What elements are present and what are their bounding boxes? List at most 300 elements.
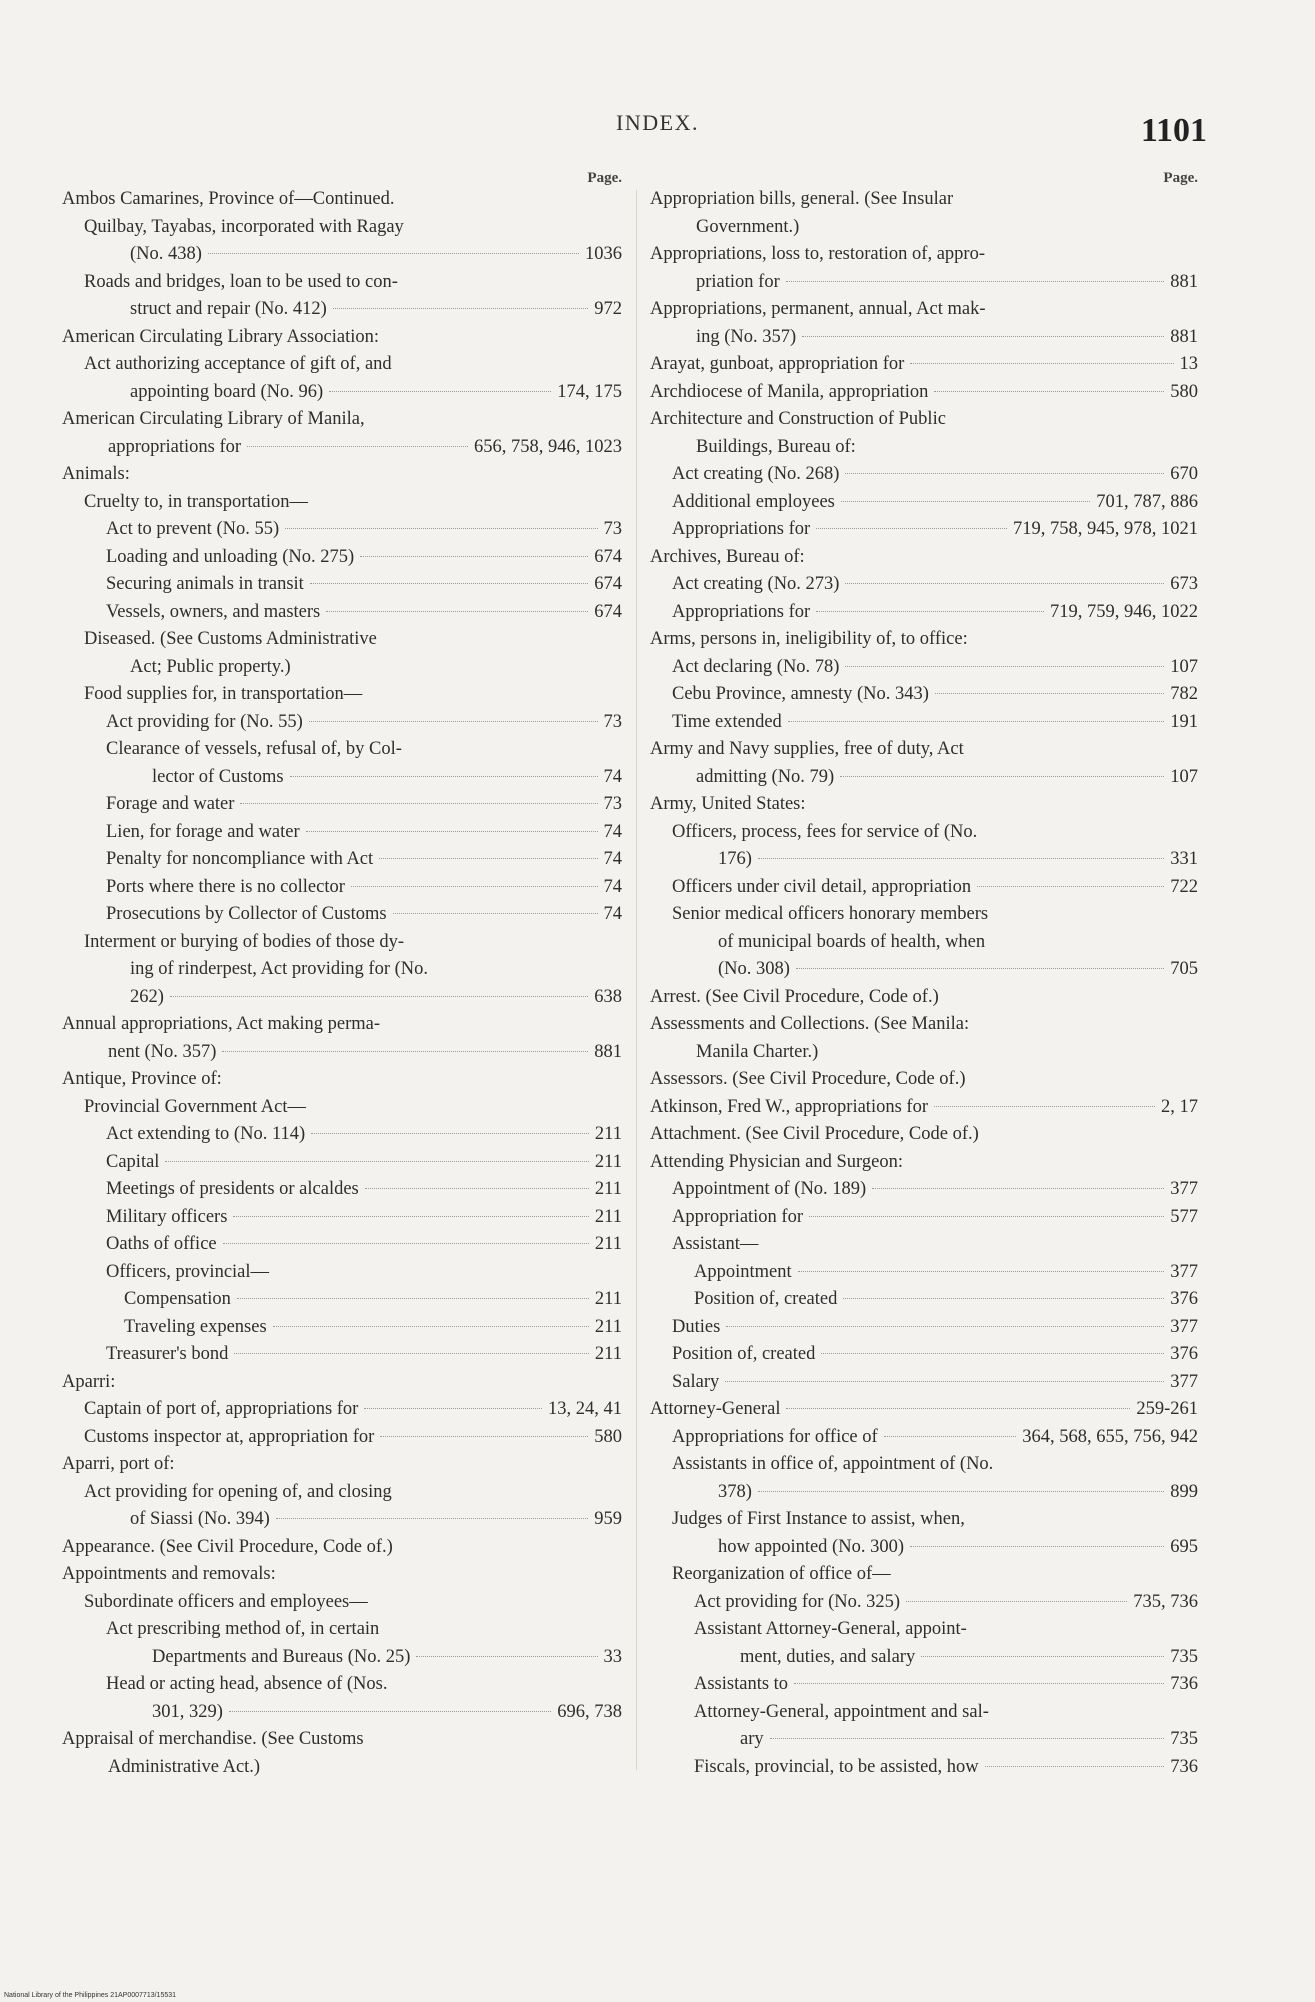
entry-text: Vessels, owners, and masters: [106, 601, 321, 622]
entry-text: Animals:: [62, 464, 130, 484]
entry-text: Head or acting head, absence of (Nos.: [106, 1674, 388, 1694]
entry-line: [62, 1726, 622, 1754]
entry-line: [62, 1424, 622, 1452]
entry-line: [62, 819, 622, 847]
page-column-label: Page.: [1163, 170, 1198, 186]
entry-text: Time extended: [672, 711, 782, 732]
entry-text: appropriations for: [108, 436, 242, 457]
entry-text: Assessments and Collections. (See Manila:: [650, 1014, 970, 1034]
entry-line: [62, 1699, 622, 1727]
entry-text: Aparri, port of:: [62, 1454, 175, 1474]
entry-line: [62, 791, 622, 819]
index-entry: [62, 1479, 622, 1534]
index-entry: [650, 874, 1198, 902]
index-entry: [62, 736, 622, 791]
dot-leader: [170, 996, 588, 997]
entry-text: Architecture and Construction of Public: [650, 409, 946, 429]
dot-leader: [786, 1408, 1130, 1409]
entry-page-ref: 211: [594, 1179, 622, 1199]
entry-line: [62, 461, 622, 489]
entry-text: Fiscals, provincial, to be assisted, how: [694, 1756, 979, 1777]
entry-text: Food supplies for, in transportation—: [84, 684, 363, 704]
entry-line: [650, 846, 1198, 874]
entry-text: 378): [718, 1481, 752, 1502]
entry-line: [62, 1589, 622, 1617]
entry-text: Archives, Bureau of:: [650, 546, 805, 567]
dot-leader: [725, 1381, 1164, 1382]
entry-text: Senior medical officers honorary members: [672, 904, 989, 924]
entry-line: [62, 269, 622, 297]
entry-line: [650, 214, 1198, 242]
entry-page-ref: 33: [603, 1646, 622, 1667]
index-entry: [62, 1534, 622, 1562]
entry-line: [62, 1396, 622, 1424]
entry-line: [650, 819, 1198, 847]
entry-page-ref: 696, 738: [557, 1701, 622, 1722]
entry-line: [62, 1534, 622, 1562]
entry-line: [650, 1204, 1198, 1232]
entry-text: Attorney-General, appointment and sal-: [694, 1701, 989, 1722]
entry-line: [62, 681, 622, 709]
index-entry: [62, 1149, 622, 1177]
left-column: [62, 170, 622, 1781]
dot-leader: [333, 308, 588, 309]
entry-text: Meetings of presidents or alcaldes: [106, 1179, 359, 1199]
index-entry: [62, 874, 622, 902]
entry-line: [62, 571, 622, 599]
entry-page-ref: 736: [1170, 1756, 1198, 1777]
index-entry: [62, 544, 622, 572]
entry-line: [62, 1341, 622, 1369]
entry-line: [650, 1424, 1198, 1452]
entry-text: Roads and bridges, loan to be used to con-: [84, 271, 398, 292]
entry-text: nent (No. 357): [108, 1041, 217, 1062]
dot-leader: [910, 1546, 1164, 1547]
entry-text: Appointment of (No. 189): [672, 1179, 867, 1199]
entry-page-ref: 74: [603, 821, 622, 842]
entry-text: Appropriations, loss to, restoration of, appro-: [650, 244, 985, 264]
index-entry: [62, 406, 622, 461]
entry-line: [650, 1534, 1198, 1562]
entry-text: Manila Charter.): [696, 1041, 819, 1062]
dot-leader: [290, 776, 598, 777]
index-entry: [650, 544, 1198, 572]
index-entry: [62, 1589, 622, 1617]
entry-text: Military officers: [106, 1206, 228, 1227]
entry-line: [62, 901, 622, 929]
dot-leader: [906, 1601, 1127, 1602]
entry-page-ref: 74: [603, 904, 622, 924]
entry-line: [62, 736, 622, 764]
index-entry: [650, 1011, 1198, 1066]
entry-line: [62, 186, 622, 214]
dot-leader: [726, 1326, 1164, 1327]
index-entry: [650, 516, 1198, 544]
entry-line: [62, 1066, 622, 1094]
index-entry: [62, 571, 622, 599]
entry-page-ref: 736: [1170, 1674, 1198, 1694]
dot-leader: [306, 831, 598, 832]
index-entry: [650, 1671, 1198, 1699]
index-entry: [650, 1424, 1198, 1452]
dot-leader: [872, 1188, 1164, 1189]
entry-line: [62, 1561, 622, 1589]
index-entry: [650, 1616, 1198, 1671]
entry-page-ref: 959: [594, 1509, 622, 1529]
entry-text: Loading and unloading (No. 275): [106, 546, 355, 567]
entry-text: Appropriations for: [672, 519, 811, 539]
entry-text: of municipal boards of health, when: [718, 931, 986, 952]
entry-text: Government.): [696, 216, 800, 237]
dot-leader: [935, 693, 1164, 694]
entry-line: [650, 599, 1198, 627]
entry-text: Cruelty to, in transportation—: [84, 491, 309, 512]
entry-line: [62, 379, 622, 407]
entry-line: [650, 1011, 1198, 1039]
entry-page-ref: 1036: [585, 244, 622, 264]
entry-text: Army and Navy supplies, free of duty, Act: [650, 739, 964, 759]
entry-text: Assistant Attorney-General, appoint-: [694, 1619, 967, 1639]
dot-leader: [273, 1326, 589, 1327]
entry-text: American Circulating Library Association:: [62, 326, 379, 347]
index-entry: [62, 1066, 622, 1094]
dot-leader: [798, 1271, 1165, 1272]
dot-leader: [310, 583, 588, 584]
entry-line: [62, 874, 622, 902]
index-entry: [62, 1396, 622, 1424]
entry-page-ref: 580: [1170, 381, 1198, 402]
entry-page-ref: 782: [1170, 684, 1198, 704]
entry-page-ref: 331: [1170, 849, 1198, 869]
entry-line: [650, 1451, 1198, 1479]
index-entry: [650, 626, 1198, 654]
entry-page-ref: 881: [1170, 326, 1198, 347]
entry-line: [650, 1396, 1198, 1424]
entry-line: [650, 1479, 1198, 1507]
entry-text: Officers, process, fees for service of (No.: [672, 821, 978, 842]
entry-text: Archdiocese of Manila, appropriation: [650, 381, 929, 402]
entry-page-ref: 74: [603, 766, 622, 787]
entry-line: [650, 1561, 1198, 1589]
entry-line: [650, 1616, 1198, 1644]
dot-leader: [843, 1298, 1164, 1299]
entry-text: Act to prevent (No. 55): [106, 519, 280, 539]
dot-leader: [796, 968, 1164, 969]
dot-leader: [840, 776, 1164, 777]
dot-leader: [884, 1436, 1017, 1437]
entry-line: [650, 1094, 1198, 1122]
entry-line: [650, 516, 1198, 544]
entry-page-ref: 13, 24, 41: [548, 1399, 622, 1419]
index-entry: [650, 186, 1198, 241]
entry-line: [62, 1369, 622, 1397]
entry-line: [62, 764, 622, 792]
index-entries: [650, 186, 1198, 1781]
entry-text: American Circulating Library of Manila,: [62, 409, 365, 429]
entry-text: Antique, Province of:: [62, 1069, 222, 1089]
entry-page-ref: 211: [594, 1124, 622, 1144]
entry-text: Prosecutions by Collector of Customs: [106, 904, 387, 924]
entry-text: Position of, created: [672, 1344, 816, 1364]
entry-text: Officers, provincial—: [106, 1261, 270, 1282]
entry-text: (No. 308): [718, 959, 790, 979]
entry-text: Judges of First Instance to assist, when,: [672, 1509, 965, 1529]
entry-page-ref: 73: [603, 519, 622, 539]
entry-page-ref: 735: [1170, 1646, 1198, 1667]
entry-line: [650, 874, 1198, 902]
entry-text: Captain of port of, appropriations for: [84, 1399, 359, 1419]
entry-text: Act declaring (No. 78): [672, 656, 840, 677]
entry-text: struct and repair (No. 412): [130, 299, 327, 319]
index-entry: [62, 516, 622, 544]
entry-page-ref: 74: [603, 876, 622, 897]
entry-text: Aparri:: [62, 1371, 116, 1392]
index-entry: [62, 1314, 622, 1342]
entry-page-ref: 674: [594, 574, 622, 594]
entry-text: Officers under civil detail, appropriation: [672, 876, 972, 897]
entry-text: Appropriation bills, general. (See Insular: [650, 189, 954, 209]
dot-leader: [845, 666, 1164, 667]
entry-text: Appropriations for office of: [672, 1426, 878, 1447]
entry-text: appointing board (No. 96): [130, 381, 324, 402]
entry-page-ref: 211: [594, 1316, 622, 1337]
dot-leader: [285, 528, 597, 529]
entry-line: [62, 1259, 622, 1287]
entry-text: Oaths of office: [106, 1234, 217, 1254]
index-entry: [62, 846, 622, 874]
entry-line: [62, 626, 622, 654]
entry-page-ref: 719, 758, 945, 978, 1021: [1013, 519, 1198, 539]
entry-page-ref: 73: [603, 711, 622, 732]
page-column-label: Page.: [587, 170, 622, 186]
entry-line: [62, 1011, 622, 1039]
entry-text: Administrative Act.): [108, 1756, 261, 1777]
entry-line: [62, 434, 622, 462]
entry-text: 262): [130, 986, 164, 1007]
entry-text: Appointments and removals:: [62, 1564, 276, 1584]
entry-page-ref: 695: [1170, 1536, 1198, 1557]
dot-leader: [240, 803, 597, 804]
index-entry: [650, 1066, 1198, 1094]
entry-line: [62, 709, 622, 737]
index-entry: [650, 296, 1198, 351]
entry-line: [650, 1259, 1198, 1287]
dot-leader: [816, 611, 1044, 612]
entry-line: [650, 269, 1198, 297]
entry-text: Appropriation for: [672, 1206, 804, 1227]
entry-text: Capital: [106, 1151, 160, 1172]
dot-leader: [910, 363, 1173, 364]
index-entry: [650, 1699, 1198, 1754]
entry-page-ref: 364, 568, 655, 756, 942: [1022, 1426, 1198, 1447]
entry-page-ref: 13: [1179, 354, 1198, 374]
entry-line: [62, 1451, 622, 1479]
entry-text: Annual appropriations, Act making perma-: [62, 1014, 381, 1034]
page-number: 1101: [1140, 112, 1207, 149]
entry-text: Additional employees: [672, 491, 835, 512]
dot-leader: [365, 1188, 589, 1189]
dot-leader: [758, 1491, 1164, 1492]
entry-line: [650, 764, 1198, 792]
entry-line: [62, 984, 622, 1012]
dot-leader: [247, 446, 468, 447]
dot-leader: [309, 721, 598, 722]
entry-line: [650, 489, 1198, 517]
entry-text: of Siassi (No. 394): [130, 1509, 270, 1529]
dot-leader: [364, 1408, 542, 1409]
entry-line: [62, 1616, 622, 1644]
entry-line: [650, 1589, 1198, 1617]
entry-line: [650, 791, 1198, 819]
dot-leader: [821, 1353, 1164, 1354]
entry-text: Departments and Bureaus (No. 25): [152, 1646, 411, 1667]
entry-page-ref: 211: [594, 1206, 622, 1227]
index-entry: [62, 1259, 622, 1287]
entry-text: Appointment: [694, 1261, 792, 1282]
entry-text: Act providing for (No. 55): [106, 711, 303, 732]
entry-line: [62, 1479, 622, 1507]
entry-line: [62, 599, 622, 627]
entry-page-ref: 211: [594, 1151, 622, 1172]
entry-text: (No. 438): [130, 244, 202, 264]
index-entry: [62, 819, 622, 847]
entry-text: Act extending to (No. 114): [106, 1124, 306, 1144]
dot-leader: [416, 1656, 597, 1657]
entry-text: Act creating (No. 268): [672, 464, 840, 484]
index-entry: [650, 1341, 1198, 1369]
entry-line: [650, 1341, 1198, 1369]
entry-page-ref: 377: [1170, 1179, 1198, 1199]
index-entry: [62, 1726, 622, 1781]
entry-text: Atkinson, Fred W., appropriations for: [650, 1096, 928, 1117]
entry-text: Clearance of vessels, refusal of, by Col-: [106, 739, 402, 759]
index-entry: [62, 461, 622, 489]
entry-line: [650, 406, 1198, 434]
entry-text: Quilbay, Tayabas, incorporated with Ragay: [84, 216, 404, 237]
index-entry: [650, 709, 1198, 737]
entry-page-ref: 674: [594, 601, 622, 622]
entry-line: [650, 1644, 1198, 1672]
entry-text: Assistants in office of, appointment of (No.: [672, 1454, 994, 1474]
index-entry: [650, 1369, 1198, 1397]
entry-text: Ports where there is no collector: [106, 876, 345, 897]
entry-text: Act prescribing method of, in certain: [106, 1619, 380, 1639]
entry-text: Interment or burying of bodies of those dy-: [84, 931, 405, 952]
entry-text: Subordinate officers and employees—: [84, 1591, 368, 1612]
entry-text: priation for: [696, 271, 780, 292]
entry-text: lector of Customs: [152, 766, 284, 787]
entry-text: Assessors. (See Civil Procedure, Code of.): [650, 1069, 966, 1089]
entry-line: [650, 929, 1198, 957]
index-entry: [650, 1314, 1198, 1342]
index-entry: [62, 269, 622, 324]
index-entry: [650, 654, 1198, 682]
dot-leader: [758, 858, 1164, 859]
entry-line: [62, 1204, 622, 1232]
entry-page-ref: 577: [1170, 1206, 1198, 1227]
entry-page-ref: 881: [594, 1041, 622, 1062]
entry-line: [650, 379, 1198, 407]
index-entry: [62, 1451, 622, 1479]
entry-page-ref: 211: [594, 1289, 622, 1309]
entry-line: [650, 956, 1198, 984]
entry-text: Salary: [672, 1371, 720, 1392]
entry-text: how appointed (No. 300): [718, 1536, 904, 1557]
index-entry: [62, 599, 622, 627]
entry-text: Arms, persons in, ineligibility of, to office:: [650, 629, 968, 649]
entry-line: [650, 1149, 1198, 1177]
entry-text: Diseased. (See Customs Administrative: [84, 629, 377, 649]
entry-text: Assistant—: [672, 1234, 759, 1254]
dot-leader: [276, 1518, 588, 1519]
dot-leader: [360, 556, 588, 557]
dot-leader: [223, 1243, 589, 1244]
entry-line: [650, 1314, 1198, 1342]
entry-page-ref: 107: [1170, 766, 1198, 787]
dot-leader: [229, 1711, 551, 1712]
entry-text: Buildings, Bureau of:: [696, 436, 856, 457]
entry-text: Penalty for noncompliance with Act: [106, 849, 374, 869]
entry-line: [62, 241, 622, 269]
index-entry: [650, 819, 1198, 874]
entry-text: Arrest. (See Civil Procedure, Code of.): [650, 986, 939, 1007]
entry-text: Ambos Camarines, Province of—Continued.: [62, 189, 395, 209]
entry-line: [62, 1644, 622, 1672]
dot-leader: [977, 886, 1164, 887]
dot-leader: [794, 1683, 1164, 1684]
index-entry: [650, 1396, 1198, 1424]
entry-text: 176): [718, 849, 752, 869]
entry-text: Act; Public property.): [130, 656, 291, 677]
index-entry: [650, 1754, 1198, 1782]
entry-line: [650, 1369, 1198, 1397]
index-entry: [62, 1121, 622, 1149]
entry-text: Appropriations, permanent, annual, Act mak-: [650, 299, 986, 319]
index-entry: [650, 1121, 1198, 1149]
index-entry: [62, 1286, 622, 1314]
entry-line: [62, 406, 622, 434]
entry-line: [650, 351, 1198, 379]
entry-line: [650, 1121, 1198, 1149]
dot-leader: [379, 858, 597, 859]
index-entry: [650, 571, 1198, 599]
running-title: INDEX.: [616, 110, 699, 135]
entry-line: [650, 571, 1198, 599]
entry-line: [62, 1506, 622, 1534]
index-entry: [62, 1369, 622, 1397]
entry-text: Act providing for opening of, and closing: [84, 1481, 392, 1502]
entry-text: Lien, for forage and water: [106, 821, 300, 842]
index-entry: [650, 681, 1198, 709]
entry-text: Act providing for (No. 325): [694, 1591, 901, 1612]
entry-line: [650, 296, 1198, 324]
entry-line: [650, 1039, 1198, 1067]
dot-leader: [934, 391, 1164, 392]
column-divider: [636, 190, 637, 1770]
index-entry: [650, 599, 1198, 627]
index-entry: [650, 736, 1198, 791]
entry-text: Act creating (No. 273): [672, 574, 840, 594]
entry-page-ref: 656, 758, 946, 1023: [474, 436, 622, 457]
entry-page-ref: 377: [1170, 1316, 1198, 1337]
entry-page-ref: 2, 17: [1161, 1096, 1198, 1117]
entry-page-ref: 674: [594, 546, 622, 567]
entry-line: [62, 516, 622, 544]
entry-line: [62, 1176, 622, 1204]
dot-leader: [311, 1133, 589, 1134]
index-entry: [650, 1176, 1198, 1204]
entry-line: [650, 461, 1198, 489]
